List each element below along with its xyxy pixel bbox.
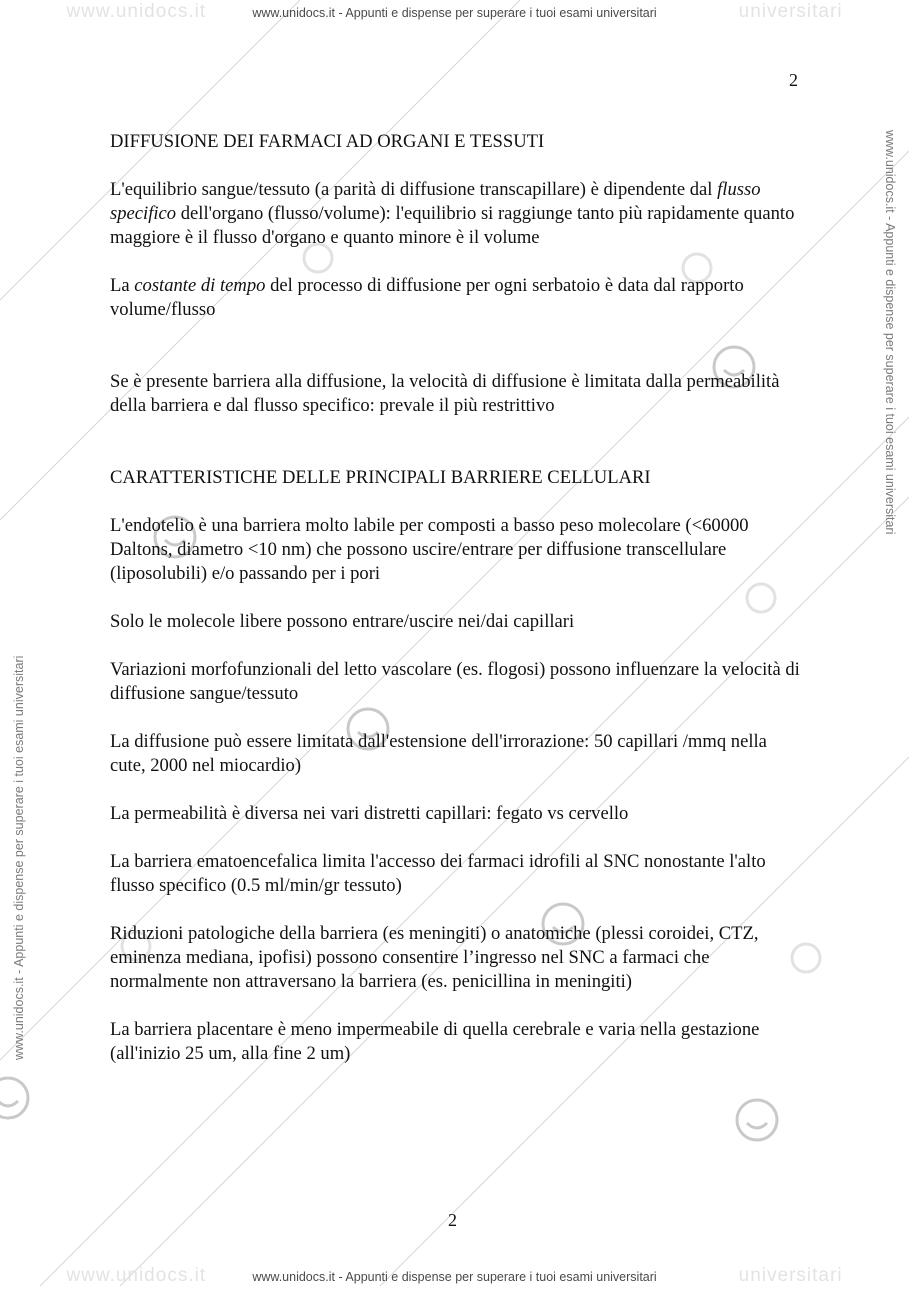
watermark-footer-text: www.unidocs.it - Appunti e dispense per superare i tuoi esami universitari	[252, 1270, 657, 1284]
watermark-ghost-text: www.unidocs.it universitari	[66, 1, 843, 22]
paragraph-equilibrium: L'equilibrio sangue/tessuto (a parità di diffusione transcapillare) è dipendente dal flusso specifico dell'organo (flusso/volume): l'equilibrio si raggiunge tanto più rapidamente quanto maggiore è il flusso d'organo e quanto minore è il volume	[110, 179, 795, 248]
section-title-barriers: CARATTERISTICHE DELLE PRINCIPALI BARRIERE CELLULARI	[110, 467, 651, 488]
paragraph-morphofunctional: Variazioni morfofunzionali del letto vascolare (es. flogosi) possono influenzare la velocità di diffusione sangue/tessuto	[110, 659, 800, 704]
watermark-header-banner	[0, 1, 909, 26]
watermark-left-side-text: www.unidocs.it - Appunti e dispense per superare i tuoi esami universitari	[12, 655, 26, 1060]
paragraph-time-constant: La costante di tempo del processo di diffusione per ogni serbatoio è data dal rapporto volume/flusso	[110, 275, 744, 320]
paragraph-endothelium: L'endotelio è una barriera molto labile per composti a basso peso molecolare (<60000 Daltons, diametro <10 nm) che possono uscire/entrare per diffusione transcellulare (liposolubili) e/o passando per i pori	[110, 515, 749, 584]
paragraph-pathological-reductions: Riduzioni patologiche della barriera (es meningiti) o anatomiche (plessi coroidei, CTZ, eminenza mediana, ipofisi) possono consentire l’ingresso nel SNC a farmaci che normalmente non attraversano la barriera (es. penicillina in meningiti)	[110, 923, 759, 992]
section-title-diffusion: DIFFUSIONE DEI FARMACI AD ORGANI E TESSUTI	[110, 131, 545, 152]
watermark-right-side-text: www.unidocs.it - Appunti e dispense per superare i tuoi esami universitari	[883, 130, 897, 535]
watermark-logo-icon	[0, 1078, 28, 1118]
paragraph-free-molecules: Solo le molecole libere possono entrare/uscire nei/dai capillari	[110, 611, 575, 632]
emphasis-flusso-specifico: flusso specifico	[110, 179, 761, 224]
emphasis-costante-di-tempo: costante di tempo	[134, 275, 266, 296]
watermark-ghost-text: www.unidocs.it universitari	[66, 1265, 843, 1286]
paragraph-permeability-districts: La permeabilità è diversa nei vari distretti capillari: fegato vs cervello	[110, 803, 629, 824]
page-number-bottom: 2	[448, 1210, 457, 1230]
paragraph-placental-barrier: La barriera placentare è meno impermeabile di quella cerebrale e varia nella gestazione (all'inizio 25 um, alla fine 2 um)	[110, 1019, 760, 1064]
paragraph-irrigation: La diffusione può essere limitata dall'estensione dell'irrorazione: 50 capillari /mmq nella cute, 2000 nel miocardio)	[110, 731, 767, 776]
watermark-footer-banner	[0, 1265, 909, 1286]
paragraph-blood-brain-barrier: La barriera ematoencefalica limita l'accesso dei farmaci idrofili al SNC nonostante l'alto flusso specifico (0.5 ml/min/gr tessuto)	[110, 851, 766, 896]
paragraph-barrier-limit: Se è presente barriera alla diffusione, la velocità di diffusione è limitata dalla permeabilità della barriera e dal flusso specifico: prevale il più restrittivo	[110, 371, 780, 416]
page-number-top: 2	[789, 70, 798, 90]
watermark-logo-icon	[737, 1100, 777, 1140]
watermark-header-text: www.unidocs.it - Appunti e dispense per superare i tuoi esami universitari	[252, 6, 657, 20]
document-body	[110, 130, 800, 1090]
